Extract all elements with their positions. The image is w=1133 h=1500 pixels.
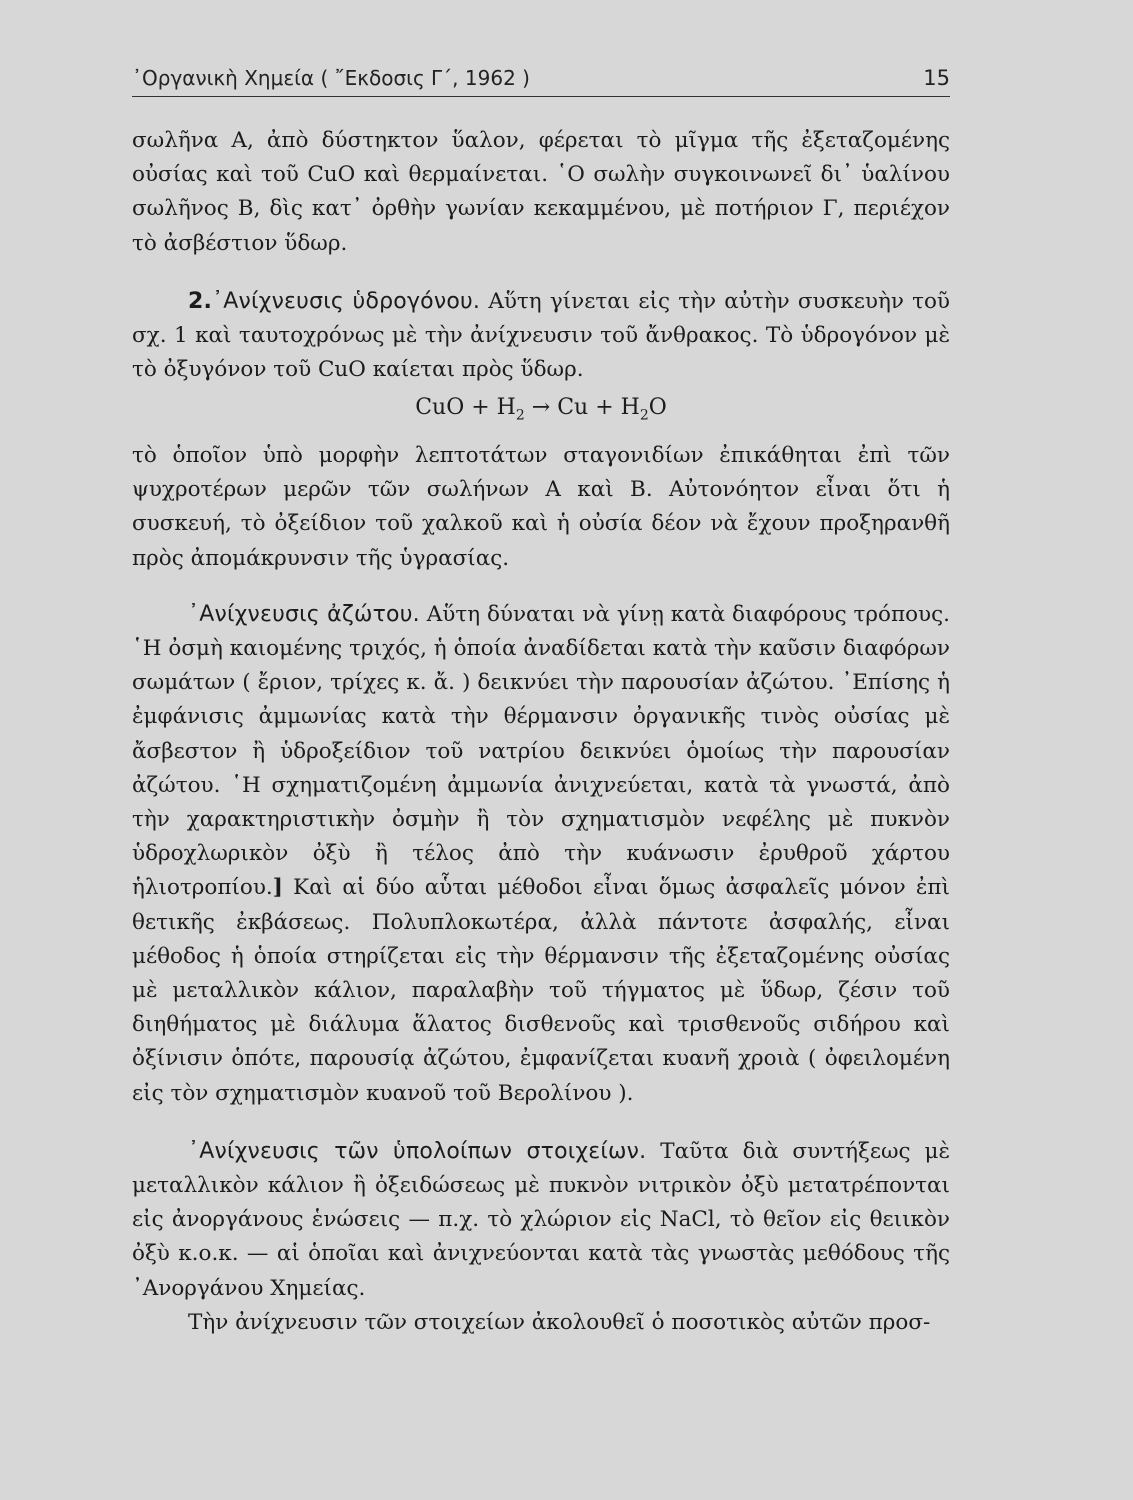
paragraph-apparatus: σωλῆνα Α, ἀπὸ δύστηκτον ὕαλον, φέρεται τὸ μῖγμα τῆς ἐξεταζομένης οὐσίας καὶ τοῦ CuO καὶ θερμαίνεται. ῾Ο σωλὴν συγκοινωνεῖ δι᾿ ὑαλίνου σωλῆνος Β, δὶς κατ᾿ ὀρθὴν γωνίαν κεκαμμένου, μὲ ποτήριον Γ, περιέχον τὸ ἀσβέστιον ὕδωρ. xyxy=(132,128,950,256)
section-other-elements-heading: ᾿Ανίχνευσις τῶν ὑπολοίπων στοιχείων. xyxy=(188,1138,647,1164)
section-hydrogen-heading xyxy=(188,289,480,314)
section-nitrogen-heading: ᾿Ανίχνευσις ἀζώτου. xyxy=(188,601,420,627)
section-hydrogen-text: Αὕτη γίνεται εἰς τὴν αὐτὴν συσκευὴν τοῦ σχ. 1 καὶ ταυτοχρόνως μὲ τὴν ἀνίχνευσιν τοῦ ἄνθρακος. Τὸ ὑδρογόνον μὲ τὸ ὀξυγόνον τοῦ CuO καίεται πρὸς ὕδωρ. xyxy=(132,288,950,383)
page-body xyxy=(132,124,950,1340)
section-nitrogen xyxy=(132,598,950,1111)
section-nitrogen-text-a: Αὕτη δύναται νὰ γίνῃ κατὰ διαφόρους τρόπους. ῾Η ὀσμὴ καιομένης τριχός, ἡ ὁποία ἀναδίδεται κατὰ τὴν καῦσιν διαφόρων σωμάτων ( ἔριον, τρίχες κ. ἄ. ) δεικνύει τὴν παρουσίαν ἀζώτου. ᾿Επίσης ἡ ἐμφάνισις ἀμμωνίας κατὰ τὴν θέρμανσιν ὀργανικῆς τινὸς οὐσίας μὲ ἄσβεστον ἢ ὑδροξείδιον τοῦ νατρίου δεικνύει ὁμοίως τὴν παρουσίαν ἀζώτου. ῾Η σχηματιζομένη ἀμμωνία ἀνιχνεύεται, κατὰ τὰ γνωστά, ἀπὸ τὴν χαρακτηριστικὴν ὀσμὴν ἢ τὸν σχηματισμὸν νεφέλης μὲ πυκνὸν ὑδροχλωρικὸν ὀξὺ ἢ τέλος ἀπὸ τὴν κυάνωσιν ἐρυθροῦ χάρτου ἡλιοτροπίου. xyxy=(132,601,950,901)
section-other-elements xyxy=(132,1135,950,1306)
reaction-equation xyxy=(132,391,950,433)
section-hydrogen-title: ᾿Ανίχνευσις ὑδρογόνου. xyxy=(212,288,481,314)
section-other-elements-text: Ταῦτα διὰ συντήξεως μὲ μεταλλικὸν κάλιον ἢ ὀξειδώσεως μὲ πυκνὸν νιτρικὸν ὀξὺ μετατρέπονται εἰς ἀνοργάνους ἑνώσεις — π.χ. τὸ χλώριον εἰς NaCl, τὸ θεῖον εἰς θειικὸν ὀξὺ κ.ο.κ. — αἱ ὁποῖαι καὶ ἀνιχνεύονται κατὰ τὰς γνωστὰς μεθόδους τῆς ᾿Ανοργάνου Χημείας. xyxy=(132,1138,950,1301)
equation-right-tail: O xyxy=(648,395,667,421)
margin-bracket-mark: ] xyxy=(272,875,283,901)
equation-right: Cu + H xyxy=(557,395,640,421)
equation-arrow: → xyxy=(531,395,551,421)
page-number: 15 xyxy=(923,66,950,90)
paragraph-continuation: Τὴν ἀνίχνευσιν τῶν στοιχείων ἀκολουθεῖ ὁ ποσοτικὸς αὐτῶν προσ- xyxy=(188,1309,931,1335)
running-header xyxy=(132,62,950,97)
section-number: 2. xyxy=(188,288,213,314)
section-hydrogen xyxy=(132,285,950,388)
equation-left: CuO + H xyxy=(415,395,516,421)
paragraph-water-drops: τὸ ὁποῖον ὑπὸ μορφὴν λεπτοτάτων σταγονιδίων ἐπικάθηται ἐπὶ τῶν ψυχροτέρων μερῶν τῶν σωλήνων Α καὶ Β. Αὐτονόητον εἶναι ὅτι ἡ συσκευή, τὸ ὀξείδιον τοῦ χαλκοῦ καὶ ἡ οὐσία δέον νὰ ἔχουν προξηρανθῆ πρὸς ἀπομάκρυνσιν τῆς ὑγρασίας. xyxy=(132,443,950,571)
section-nitrogen-text-b: Καὶ αἱ δύο αὗται μέθοδοι εἶναι ὅμως ἀσφαλεῖς μόνον ἐπὶ θετικῆς ἐκβάσεως. Πολυπλοκωτέρα, ἀλλὰ πάντοτε ἀσφαλής, εἶναι μέθοδος ἡ ὁποία στηρίζεται εἰς τὴν θέρμανσιν τῆς ἐξεταζομένης οὐσίας μὲ μεταλλικὸν κάλιον, παραλαβὴν τοῦ τήγματος μὲ ὕδωρ, ζέσιν τοῦ διηθήματος μὲ διάλυμα ἅλατος δισθενοῦς καὶ τρισθενοῦς σιδήρου καὶ ὀξίνισιν ὁπότε, παρουσίᾳ ἀζώτου, ἐμφανίζεται κυανῆ χροιὰ ( ὀφειλομένη εἰς τὸν σχηματισμὸν κυανοῦ τοῦ Βερολίνου ). xyxy=(132,875,950,1106)
header-title: ᾿Οργανικὴ Χημεία ( ῎Εκδοσις Γ΄, 1962 ) xyxy=(132,66,530,90)
equation-left-subscript: 2 xyxy=(515,407,525,424)
equation-right-subscript: 2 xyxy=(639,407,649,424)
